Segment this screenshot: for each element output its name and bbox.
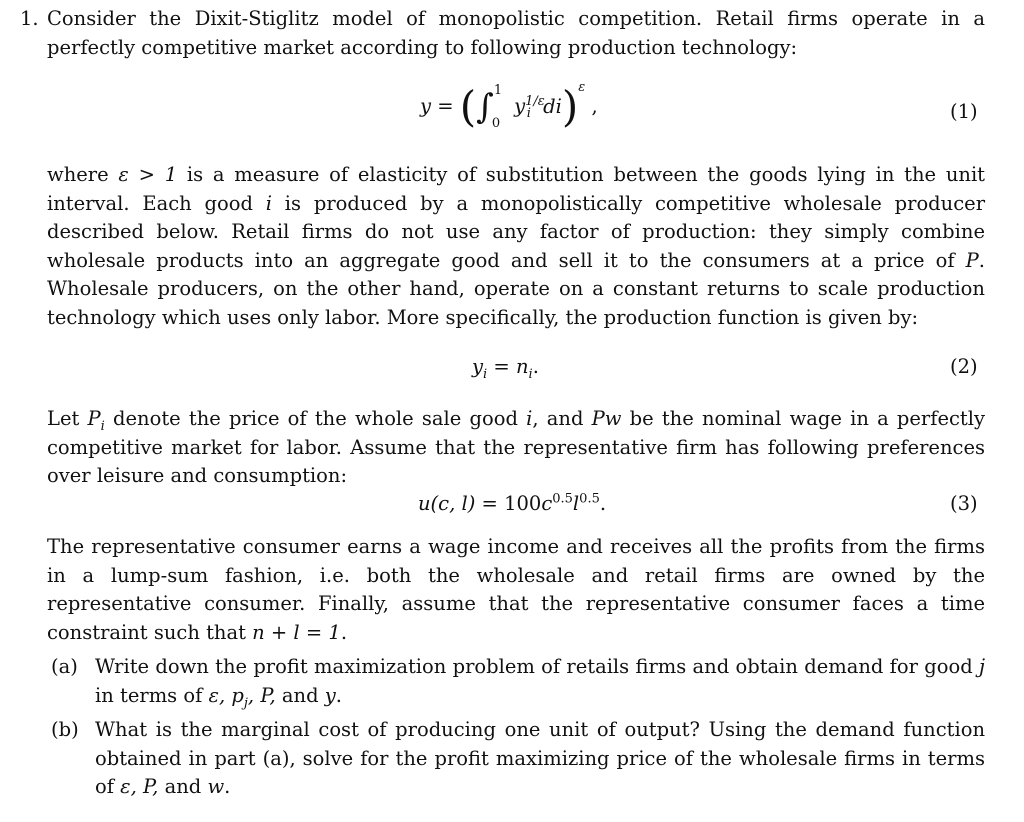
- p3-var-i: i: [526, 407, 533, 430]
- equation-2: [0, 355, 1024, 395]
- p3-text-1: Let: [47, 407, 88, 430]
- eq3-l-exp: 0.5: [579, 491, 600, 507]
- qb-vars: ε, P,: [120, 775, 159, 799]
- eq1-lhs: y =: [420, 94, 454, 118]
- qb-text-3: .: [224, 775, 231, 799]
- equation-1: [0, 80, 1024, 132]
- qa-var-y: y: [324, 683, 336, 707]
- eq1-close-paren: ): [561, 82, 579, 131]
- eq1-differential: di: [543, 94, 562, 118]
- intro-paragraph: Consider the Dixit-Stiglitz model of monopolistic competition. Retail firms operate in a perfectly competitive market according to following production technology:: [47, 7, 985, 59]
- eq3-equals-coef: = 100: [475, 492, 542, 515]
- eq2-trail: .: [532, 355, 539, 378]
- subquestion-b-label: (b): [51, 718, 79, 741]
- paragraph-3: [47, 405, 985, 491]
- eq1-open-paren: (: [459, 82, 477, 131]
- equation-3-body: [418, 492, 606, 515]
- eq2-rhs-sub: i: [528, 366, 533, 382]
- eq1-integrand: y: [514, 94, 526, 118]
- eq3-trail: .: [599, 492, 607, 515]
- eq3-lhs: u(c, l): [418, 492, 476, 515]
- eq3-c-exp: 0.5: [552, 491, 573, 507]
- equation-1-body: [420, 80, 598, 131]
- qb-text-1: What is the marginal cost of producing one unit of output? Using the demand function obtained in part (a), solve for the profit maximizing price of the wholesale firms in terms of: [95, 718, 985, 799]
- eq3-l: l: [572, 492, 580, 515]
- eq2-rhs: n: [515, 355, 529, 378]
- eq1-lower-limit: 0: [491, 116, 501, 131]
- p3-text-2: denote the price of the whole sale good: [104, 407, 527, 430]
- paragraph-2: [47, 161, 985, 333]
- eq1-outer-exp: ε: [578, 80, 586, 95]
- qa-vars: ε, p: [208, 683, 244, 707]
- paragraph-4: [47, 533, 985, 647]
- p2-text-3: is produced by a monopolistically competitive wholesale producer described below. Retail firms do not use any factor of production: they simply combine wholesale products into an aggregate good and sell it to the consumers at a price of: [47, 191, 986, 272]
- qa-var-j: j: [978, 655, 985, 678]
- eq1-integrand-sub: i: [526, 106, 531, 122]
- p2-text-2: is a measure of elasticity of substitution between the goods lying in the unit interval. Each good: [47, 163, 986, 215]
- qa-vars-2: , P,: [247, 683, 276, 707]
- p3-text-3: , and: [532, 407, 592, 430]
- qb-text-2: and: [158, 775, 208, 799]
- subquestion-a-text: [95, 653, 985, 710]
- p2-condition: ε > 1: [118, 163, 178, 186]
- eq2-lhs-sub: i: [483, 366, 488, 382]
- p2-var-P: P: [965, 248, 979, 272]
- p2-var-i: i: [265, 191, 272, 215]
- p3-var-P-sub: i: [100, 418, 105, 434]
- equation-2-body: [472, 355, 539, 382]
- subquestion-b-text: [95, 716, 985, 802]
- qb-var-w: w: [207, 775, 225, 799]
- eq1-integrand-exp: 1/ε: [525, 94, 545, 109]
- question-number: 1.: [20, 7, 39, 30]
- qa-text-3: and: [275, 683, 325, 707]
- qa-text-4: .: [335, 683, 342, 707]
- subquestion-a-label: (a): [51, 655, 78, 678]
- eq1-trail: ,: [591, 94, 598, 118]
- qa-text-1: Write down the profit maximization problem of retails firms and obtain demand for good: [95, 655, 979, 678]
- p3-var-P: P: [87, 407, 101, 430]
- eq2-lhs: y: [472, 355, 484, 378]
- eq2-equals: =: [487, 355, 516, 378]
- equation-3: [0, 490, 1024, 530]
- p4-constraint: n + l = 1: [252, 620, 341, 644]
- p4-text-2: .: [340, 620, 348, 644]
- p2-text-4: . Wholesale producers, on the other hand, operate on a constant returns to scale production technology which uses only labor. More specifically, the production function is given by:: [47, 248, 985, 329]
- p2-text-1: where: [47, 163, 119, 186]
- p4-text-1: The representative consumer earns a wage income and receives all the profits from the firms in a lump-sum fashion, i.e. both the wholesale and retail firms are owned by the representative consumer. Finally, assume that the representative consumer faces a time constraint such that: [47, 535, 985, 644]
- integral-limits: [491, 83, 508, 131]
- eq1-upper-limit: 1: [493, 83, 503, 98]
- qa-text-2: in terms of: [95, 683, 209, 707]
- equation-1-number: (1): [950, 100, 978, 123]
- equation-3-number: (3): [950, 492, 978, 515]
- eq3-c: c: [541, 492, 553, 515]
- integral-sign: ∫: [476, 87, 494, 127]
- qa-vars-sub: j: [243, 695, 248, 711]
- p3-text-4: be the nominal wage in a perfectly competitive market for labor. Assume that the representative firm has following preferences over leisure and consumption:: [47, 407, 986, 488]
- p3-var-Pw: Pw: [591, 407, 622, 430]
- equation-2-number: (2): [950, 355, 978, 378]
